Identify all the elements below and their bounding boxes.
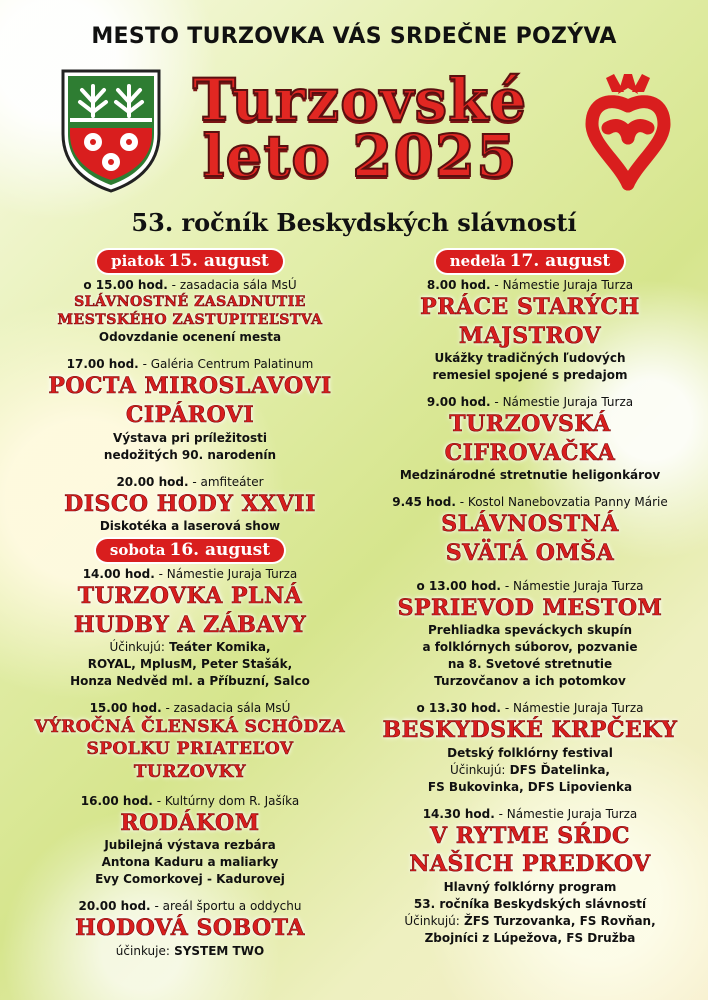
turzovka-coat-of-arms-icon [60, 68, 162, 194]
event-title: SLÁVNOSTNÉ ZASADNUTIE [74, 294, 306, 310]
event-description: Turzovčanov a ich potomkov [434, 674, 626, 689]
festival-subtitle: 53. ročník Beskydských slávností [131, 208, 577, 237]
event-description: Honza Nedvěd ml. a Příbuzní, Salco [70, 674, 310, 689]
event-description: remesiel spojené s predajom [432, 368, 628, 383]
event-title: MESTSKÉHO ZASTUPITEĽSTVA [57, 312, 323, 329]
event-description: Ukážky tradičných ľudových [434, 351, 626, 366]
event-time: 14.30 hod. - Námestie Juraja Turza [422, 806, 638, 821]
day-badge-friday: piatok 15. august [97, 250, 283, 273]
event-time: 9.00 hod. - Námestie Juraja Turza [426, 395, 634, 410]
event-description: Detský folklórny festival [447, 745, 613, 760]
event-description: Medzinárodné stretnutie heligonkárov [399, 468, 661, 483]
event-title: PRÁCE STARÝCH [420, 294, 640, 320]
event-rodakom [30, 793, 350, 889]
event-description: Evy Comorkovej - Kadurovej [95, 872, 285, 887]
event-time: 20.00 hod. - amfiteáter [116, 474, 264, 489]
event-time: o 15.00 hod. - zasadacia sála MsÚ [83, 278, 297, 292]
event-disco-hody [30, 474, 350, 536]
event-title: SLÁVNOSTNÁ [441, 511, 619, 538]
event-time: 16.00 hod. - Kultúrny dom R. Jašíka [80, 793, 300, 808]
beskydske-slavnosti-logo-icon [568, 66, 688, 194]
event-title: SPOLKU PRIATEĽOV TURZOVKY [86, 739, 294, 782]
event-description: Prehliadka speváckych skupín [427, 623, 633, 638]
event-title: V RYTME SŔDC [430, 822, 630, 849]
event-description: FS Bukovinka, DFS Lipovienka [427, 779, 633, 794]
event-sprievod-mestom [375, 578, 685, 691]
event-prace-starych-majstrov [375, 277, 685, 384]
event-time: 14.00 hod. - Námestie Juraja Turza [82, 567, 298, 582]
day-badge-saturday: sobota 16. august [96, 539, 284, 562]
event-title: HODOVÁ SOBOTA [75, 915, 305, 942]
event-title: TURZOVSKÁ [449, 411, 611, 438]
event-title: CIFROVAČKA [444, 439, 616, 466]
event-description: Diskotéka a laserová show [99, 519, 281, 534]
event-vyrocna-schodza [30, 700, 350, 782]
event-description: Hlavný folklórny program [443, 879, 617, 894]
event-hodova-sobota [30, 898, 350, 960]
event-time: o 13.30 hod. - Námestie Juraja Turza [416, 701, 644, 716]
event-title: SVÄTÁ OMŠA [445, 539, 615, 566]
event-description: Odovzdanie ocenení mesta [98, 330, 282, 345]
schedule-right-column [375, 250, 685, 957]
event-title: TURZOVKA PLNÁ [77, 583, 303, 610]
event-description: a folklórnych súborov, pozvanie [422, 640, 638, 655]
invitation-heading: MESTO TURZOVKA VÁS SRDEČNE POZÝVA [91, 24, 617, 49]
event-title: DISCO HODY XXVII [64, 490, 316, 517]
event-title: CIPÁROVI [125, 401, 255, 428]
event-time: 17.00 hod. - Galéria Centrum Palatinum [66, 357, 314, 372]
event-svata-omsa [375, 494, 685, 567]
festival-title-line2: leto 2025 [202, 122, 518, 190]
event-time: o 13.00 hod. - Námestie Juraja Turza [416, 578, 644, 593]
event-description: 53. ročníka Beskydských slávností [413, 896, 647, 911]
event-title: RODÁKOM [120, 809, 260, 836]
event-beskydske-krpceky [375, 700, 685, 796]
festival-title-line1: Turzovské [192, 66, 528, 134]
event-description: Antona Kaduru a maliarky [101, 855, 279, 870]
event-time: 20.00 hod. - areál športu a oddychu [78, 899, 302, 914]
event-title: HUDBY A ZÁBAVY [73, 611, 307, 638]
event-title: POCTA MIROSLAVOVI [48, 373, 332, 400]
event-description: účinkuje: SYSTEM TWO [115, 943, 265, 958]
event-turzovska-cifrovacka [375, 394, 685, 484]
event-description: Účinkujú: DFS Ďatelinka, [449, 762, 610, 777]
event-v-rytme-srdc [375, 806, 685, 947]
day-badge-sunday: nedeľa 17. august [436, 250, 624, 273]
event-description: Výstava pri príležitosti [113, 430, 267, 445]
event-turzovka-plna-hudby [30, 566, 350, 690]
event-council-session [30, 277, 350, 346]
event-title: SPRIEVOD MESTOM [397, 594, 663, 621]
event-description: Účinkujú: ŽFS Turzovanka, FS Rovňan, [404, 913, 656, 928]
event-description: Zbojníci z Lúpežova, FS Družba [424, 930, 636, 945]
event-title: VÝROČNÁ ČLENSKÁ SCHÔDZA [34, 717, 346, 738]
event-description: na 8. Svetové stretnutie [447, 657, 613, 672]
event-title: NAŠICH PREDKOV [409, 851, 651, 878]
schedule-left-column [30, 250, 350, 970]
event-time: 15.00 hod. - zasadacia sála MsÚ [89, 701, 291, 716]
event-description: Jubilejná výstava rezbára [104, 838, 276, 853]
event-pocta-ciparovi [30, 356, 350, 463]
event-time: 8.00 hod. - Námestie Juraja Turza [426, 278, 634, 292]
event-title: BESKYDSKÉ KRPČEKY [382, 717, 678, 744]
event-description: nedožitých 90. narodenín [103, 447, 277, 462]
event-description: Účinkujú: Teáter Komika, [109, 640, 271, 655]
event-title: MAJSTROV [458, 322, 602, 349]
event-time: 9.45 hod. - Kostol Nanebovzatia Panny Márie [392, 495, 668, 510]
event-description: ROYAL, MplusM, Peter Stašák, [87, 657, 293, 672]
